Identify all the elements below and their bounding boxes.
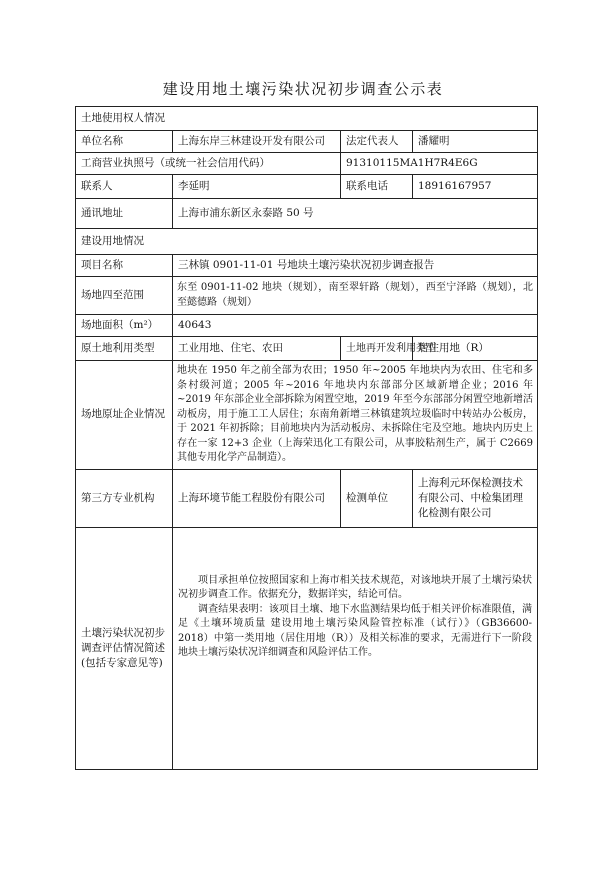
assessment-paragraph-2: 调查结果表明：该项目土壤、地下水监测结果均低于相关评价标准限值，满足《土壤环境质量 建设用地土壤污染风险管控标准（试行）》（GB36600-2018）中第一类用地（居住用地（R））及相关标准的要求，无需进行下一阶段地块土壤污染状况详细调查和风险评估工作。 bbox=[178, 603, 532, 658]
test-unit-label: 检测单位 bbox=[341, 469, 413, 527]
license-value: 91310115MA1H7R4E6G bbox=[341, 153, 538, 175]
orig-use-value: 工业用地、住宅、农田 bbox=[173, 337, 341, 361]
license-label: 工商营业执照号（或统一社会信用代码） bbox=[76, 153, 341, 175]
contact-value: 李延明 bbox=[173, 175, 341, 199]
disclosure-table bbox=[75, 106, 538, 770]
history-label: 场地原址企业情况 bbox=[76, 361, 173, 470]
area-value: 40643 bbox=[173, 315, 538, 337]
address-value: 上海市浦东新区永泰路 50 号 bbox=[173, 199, 538, 229]
address-label: 通讯地址 bbox=[76, 199, 173, 229]
phone-label: 联系电话 bbox=[341, 175, 413, 199]
section-land-heading: 建设用地情况 bbox=[76, 229, 538, 255]
test-unit-value: 上海利元环保检测技术有限公司、中检集团理化检测有限公司 bbox=[413, 469, 538, 527]
unit-name-label: 单位名称 bbox=[76, 131, 173, 153]
redev-label: 土地再开发利用类型 bbox=[341, 337, 413, 361]
redev-value: 居住用地（R） bbox=[413, 337, 538, 361]
contact-label: 联系人 bbox=[76, 175, 173, 199]
boundary-value: 东至 0901-11-02 地块（规划），南至翠轩路（规划），西至宁泽路（规划），北至懿德路（规划） bbox=[173, 277, 538, 315]
section-owner-heading: 土地使用权人情况 bbox=[76, 107, 538, 131]
unit-name-value: 上海东岸三林建设开发有限公司 bbox=[173, 131, 341, 153]
project-label: 项目名称 bbox=[76, 255, 173, 277]
history-value: 地块在 1950 年之前全部为农田；1950 年~2005 年地块内为农田、住宅和多条村级河道；2005 年~2016 年地块内东部部分区域新增企业；2016 年~2019 年东部企业全部拆除为闲置空地，2019 年至今东部部分闲置空地新增活动板房，用于施工工人居住；东南角新增三林镇建筑垃圾临时中转站办公板房，于 2021 年初拆除；目前地块内为活动板房、未拆除住宅及空地。地块内历史上存在一家 12+3 企业（上海荣迅化工有限公司，从事胶粘剂生产，属于 C2669 其他专用化学产品制造）。 bbox=[173, 361, 538, 470]
assessment-label: 土壤污染状况初步调查评估情况简述(包括专家意见等) bbox=[76, 527, 173, 769]
phone-value: 18916167957 bbox=[413, 175, 538, 199]
orig-use-label: 原土地利用类型 bbox=[76, 337, 173, 361]
third-party-label: 第三方专业机构 bbox=[76, 469, 173, 527]
area-label: 场地面积（m²） bbox=[76, 315, 173, 337]
page-title: 建设用地土壤污染状况初步调查公示表 bbox=[162, 80, 444, 98]
third-party-value: 上海环境节能工程股份有限公司 bbox=[173, 469, 341, 527]
boundary-label: 场地四至范围 bbox=[76, 277, 173, 315]
assessment-paragraph-1: 项目承担单位按照国家和上海市相关技术规范，对该地块开展了土壤污染状况初步调查工作。依据充分，数据详实，结论可信。 bbox=[178, 574, 532, 600]
legal-rep-value: 潘耀明 bbox=[413, 131, 538, 153]
assessment-body bbox=[173, 527, 538, 769]
legal-rep-label: 法定代表人 bbox=[341, 131, 413, 153]
project-value: 三林镇 0901-11-01 号地块土壤污染状况初步调查报告 bbox=[173, 255, 538, 277]
